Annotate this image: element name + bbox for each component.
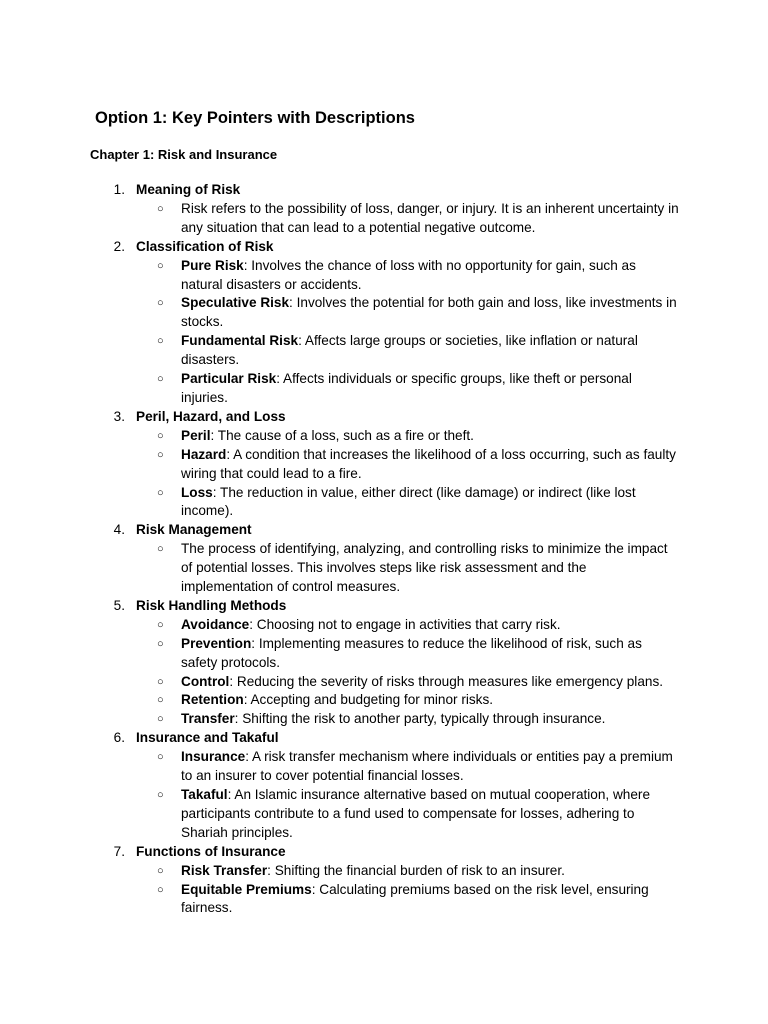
section-title: Classification of Risk [136, 238, 274, 254]
bullet-term: Equitable Premiums [181, 881, 312, 897]
bullet-item [0, 484, 768, 522]
term-separator: : [226, 446, 231, 462]
page-title: Option 1: Key Pointers with Descriptions [95, 109, 415, 127]
term-separator: : [243, 257, 248, 273]
hollow-bullet-icon: ○ [157, 694, 164, 707]
bullet-description: Choosing not to engage in activities that carry risk. [253, 616, 561, 632]
bullet-text [181, 427, 681, 446]
section-title: Insurance and Takaful [136, 730, 279, 746]
bullet-description: Calculating premiums based on the risk level, ensuring fairness. [181, 881, 649, 916]
term-separator: : [267, 862, 271, 878]
list-item-number: 4. [113, 522, 125, 538]
hollow-bullet-icon: ○ [157, 751, 164, 764]
bullet-description: Shifting the risk to another party, typically through insurance. [238, 711, 606, 727]
hollow-bullet-icon: ○ [157, 543, 164, 556]
hollow-bullet-icon: ○ [157, 789, 164, 801]
bullet-item [0, 691, 768, 710]
bullet-text [181, 446, 681, 484]
bullet-item [0, 370, 768, 408]
list-item-number: 3. [113, 408, 125, 424]
term-separator: : [229, 673, 234, 689]
term-separator: : [243, 692, 248, 708]
bullet-description: Accepting and budgeting for minor risks. [247, 692, 494, 708]
hollow-bullet-icon: ○ [157, 883, 164, 896]
bullet-term: Transfer [181, 711, 235, 727]
bullet-item [0, 200, 768, 238]
bullet-text [181, 332, 681, 370]
bullet-text [181, 257, 681, 295]
bullet-term: Avoidance [181, 616, 250, 632]
bullet-text [181, 748, 681, 786]
bullet-item [0, 332, 768, 370]
hollow-bullet-icon: ○ [157, 713, 164, 726]
bullet-item [0, 862, 768, 881]
bullet-term: Speculative Risk [181, 295, 290, 311]
hollow-bullet-icon: ○ [157, 429, 164, 442]
bullet-text [181, 786, 681, 843]
section-title: Peril, Hazard, and Loss [136, 408, 286, 424]
bullet-item [0, 540, 768, 597]
section-title: Functions of Insurance [136, 843, 286, 859]
list-item [0, 729, 768, 842]
bullet-item [0, 710, 768, 729]
bullet-description: Reducing the severity of risks through measures like emergency plans. [233, 673, 664, 689]
bullet-description: A risk transfer mechanism where individuals or entities pay a premium to an insurer to cover potential financial losses. [181, 749, 673, 784]
bullet-term: Pure Risk [181, 257, 244, 273]
bullet-text [181, 616, 681, 635]
bullet-term: Takaful [181, 787, 228, 802]
bullet-term: Hazard [181, 446, 227, 462]
hollow-bullet-icon: ○ [157, 297, 164, 310]
bullet-description: Risk refers to the possibility of loss, danger, or injury. It is an inherent uncertainty in any situation that can lead to a potential negative outcome. [181, 200, 679, 235]
list-item-number: 1. [113, 182, 125, 197]
bullet-description: The reduction in value, either direct (like damage) or indirect (like lost income). [181, 484, 636, 519]
list-item [0, 181, 768, 238]
bullet-term: Insurance [181, 749, 246, 765]
list-item [0, 238, 768, 408]
bullet-item [0, 786, 768, 843]
bullet-text [181, 710, 681, 729]
section-title: Risk Management [136, 522, 252, 538]
hollow-bullet-icon: ○ [157, 486, 164, 499]
bullet-item [0, 748, 768, 786]
term-separator: : [234, 711, 239, 727]
bullet-text [181, 635, 681, 673]
hollow-bullet-icon: ○ [157, 335, 164, 348]
term-separator: : [227, 787, 232, 802]
hollow-bullet-icon: ○ [157, 637, 164, 650]
bullet-description: Involves the potential for both gain and loss, like investments in stocks. [181, 295, 677, 330]
section-title: Risk Handling Methods [136, 597, 287, 613]
bullet-term: Retention [181, 692, 244, 708]
bullet-item [0, 881, 768, 919]
bullet-description: Affects large groups or societies, like inflation or natural disasters. [181, 333, 638, 368]
bullet-description: An Islamic insurance alternative based on mutual cooperation, where participants contribute to a fund used to compensate for losses, adhering to Shariah principles. [181, 787, 650, 840]
hollow-bullet-icon: ○ [157, 259, 164, 272]
bullet-text [181, 484, 681, 522]
term-separator: : [298, 333, 302, 349]
bullet-item [0, 257, 768, 295]
hollow-bullet-icon: ○ [157, 618, 164, 631]
bullet-text [181, 862, 681, 881]
bullet-term: Peril [181, 427, 211, 443]
bullet-text [181, 673, 681, 692]
list-item [0, 408, 768, 521]
hollow-bullet-icon: ○ [157, 864, 164, 877]
bullet-item [0, 446, 768, 484]
bullet-term: Risk Transfer [181, 862, 268, 878]
term-separator: : [289, 295, 293, 311]
list-item [0, 521, 768, 597]
bullet-text [181, 294, 681, 332]
chapter-heading: Chapter 1: Risk and Insurance [90, 147, 278, 162]
bullet-item [0, 427, 768, 446]
list-item-number: 6. [113, 730, 125, 746]
bullet-term: Loss [181, 484, 213, 500]
term-separator: : [210, 427, 215, 443]
bullet-term: Control [181, 673, 230, 689]
bullet-text [181, 691, 681, 710]
term-separator: : [212, 484, 217, 500]
bullet-text [181, 540, 681, 597]
bullet-item [0, 635, 768, 673]
list-item [0, 597, 768, 729]
bullet-text [181, 881, 681, 919]
hollow-bullet-icon: ○ [157, 448, 164, 461]
hollow-bullet-icon: ○ [157, 675, 164, 688]
bullet-text [181, 370, 681, 408]
list-item-number: 5. [113, 597, 125, 613]
section-title: Meaning of Risk [136, 182, 241, 197]
term-separator: : [245, 749, 249, 765]
bullet-description: Shifting the financial burden of risk to an insurer. [270, 862, 565, 878]
bullet-item [0, 616, 768, 635]
term-separator: : [249, 616, 254, 632]
bullet-item [0, 673, 768, 692]
numbered-list [0, 181, 768, 918]
term-separator: : [311, 881, 316, 897]
bullet-description: The cause of a loss, such as a fire or theft. [214, 427, 474, 443]
hollow-bullet-icon: ○ [157, 373, 164, 386]
list-item [0, 843, 768, 919]
bullet-description: The process of identifying, analyzing, and controlling risks to minimize the impact of potential losses. This involves steps like risk assessment and the implementation of control measures. [181, 541, 668, 595]
bullet-term: Particular Risk [181, 371, 277, 387]
bullet-text [181, 200, 681, 238]
bullet-description: Involves the chance of loss with no opportunity for gain, such as natural disasters or accidents. [181, 257, 636, 292]
term-separator: : [251, 635, 256, 651]
list-item-number: 7. [113, 843, 125, 859]
bullet-item [0, 294, 768, 332]
bullet-description: Affects individuals or specific groups, like theft or personal injuries. [181, 371, 632, 405]
bullet-term: Prevention [181, 635, 252, 651]
bullet-description: Implementing measures to reduce the likelihood of risk, such as safety protocols. [181, 635, 642, 670]
bullet-description: A condition that increases the likelihood of a loss occurring, such as faulty wiring that could lead to a fire. [181, 446, 676, 481]
term-separator: : [276, 371, 280, 387]
list-item-number: 2. [113, 238, 125, 254]
bullet-term: Fundamental Risk [181, 333, 299, 349]
hollow-bullet-icon: ○ [157, 202, 164, 215]
